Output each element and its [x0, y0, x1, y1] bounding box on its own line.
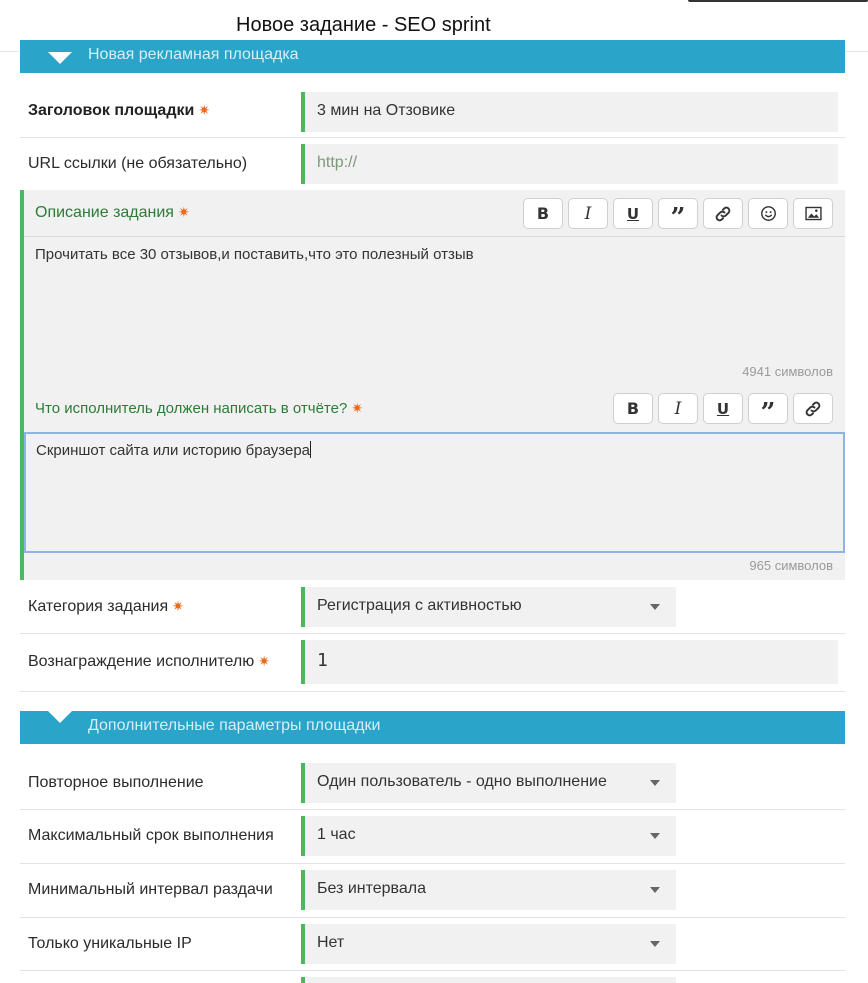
max-time-label: Максимальный срок выполнения — [28, 827, 274, 844]
dropdown-arrow-icon — [650, 780, 660, 786]
max-time-value: 1 час — [317, 826, 356, 843]
repeat-value: Один пользователь - одно выполнение — [317, 773, 607, 790]
next-select-partial[interactable] — [301, 977, 676, 983]
reward-row — [20, 634, 845, 692]
collapse-chevron-icon — [20, 711, 90, 744]
repeat-row — [20, 756, 845, 810]
dropdown-arrow-icon — [650, 604, 660, 610]
max-time-select[interactable] — [301, 816, 676, 856]
site-title-input[interactable]: 3 мин на Отзовике — [301, 92, 838, 132]
max-time-row — [20, 810, 845, 864]
italic-icon: I — [584, 203, 592, 224]
reward-label: Вознаграждение исполнителю ✷ — [28, 653, 270, 670]
collapse-chevron-icon — [20, 40, 90, 73]
report-char-counter: 965 символов — [749, 558, 833, 573]
quote-button[interactable] — [658, 198, 698, 233]
link-icon — [714, 205, 732, 223]
site-title-label: Заголовок площадки ✷ — [28, 102, 211, 119]
site-title-row — [20, 86, 845, 138]
underline-icon: U — [716, 399, 730, 418]
description-toolbar — [523, 198, 833, 233]
link-icon — [804, 400, 822, 418]
underline-button[interactable] — [613, 198, 653, 229]
bold-button[interactable] — [613, 393, 653, 424]
required-star-icon: ✷ — [198, 102, 211, 118]
repeat-label: Повторное выполнение — [28, 774, 204, 791]
description-char-counter: 4941 символов — [742, 364, 833, 379]
italic-button[interactable] — [568, 198, 608, 229]
underline-icon: U — [626, 204, 640, 223]
bold-icon: B — [626, 399, 640, 418]
quote-icon: ” — [670, 202, 686, 233]
description-block — [20, 190, 845, 580]
link-button[interactable] — [703, 198, 743, 229]
quote-button[interactable] — [748, 393, 788, 428]
image-icon — [805, 206, 822, 221]
italic-icon: I — [674, 398, 682, 419]
smiley-icon — [760, 205, 777, 222]
category-row — [20, 580, 845, 634]
report-toolbar — [613, 393, 833, 428]
report-text: Скриншот сайта или историю браузера — [36, 442, 310, 459]
link-button[interactable] — [793, 393, 833, 424]
required-star-icon: ✷ — [177, 204, 190, 220]
category-label: Категория задания ✷ — [28, 598, 184, 615]
description-textarea[interactable]: Прочитать все 30 отзывов,и поставить,что это полезный отзыв — [24, 236, 845, 376]
interval-label: Минимальный интервал раздачи — [28, 881, 273, 898]
italic-button[interactable] — [658, 393, 698, 424]
url-label: URL ссылки (не обязательно) — [28, 155, 248, 172]
url-row — [20, 138, 845, 190]
unique-ip-label: Только уникальные IP — [28, 935, 192, 952]
section-header-extra-params[interactable] — [20, 711, 845, 744]
required-star-icon: ✷ — [351, 400, 364, 416]
report-label: Что исполнитель должен написать в отчёте? ✷ — [35, 400, 364, 417]
unique-ip-value: Нет — [317, 934, 345, 951]
unique-ip-row — [20, 918, 845, 971]
repeat-select[interactable] — [301, 763, 676, 803]
underline-button[interactable] — [703, 393, 743, 424]
interval-row — [20, 864, 845, 918]
section-header-new-site[interactable] — [20, 40, 845, 73]
category-value: Регистрация с активностью — [317, 597, 522, 614]
dropdown-arrow-icon — [650, 833, 660, 839]
unique-ip-select[interactable] — [301, 924, 676, 964]
title-bar-decoration — [688, 0, 868, 2]
window-title: Новое задание - SEO sprint — [236, 14, 491, 36]
bold-button[interactable] — [523, 198, 563, 229]
required-star-icon: ✷ — [258, 653, 270, 669]
emoji-button[interactable] — [748, 198, 788, 229]
interval-select[interactable] — [301, 870, 676, 910]
report-textarea[interactable] — [24, 432, 845, 553]
section-header-label: Дополнительные параметры площадки — [88, 717, 381, 734]
image-button[interactable] — [793, 198, 833, 229]
description-label: Описание задания ✷ — [35, 204, 190, 221]
required-star-icon: ✷ — [172, 598, 184, 614]
bold-icon: B — [536, 204, 550, 223]
text-cursor — [310, 441, 311, 458]
dropdown-arrow-icon — [650, 941, 660, 947]
interval-value: Без интервала — [317, 880, 426, 897]
reward-input[interactable]: 1 — [301, 640, 838, 684]
url-input[interactable]: http:// — [301, 144, 838, 184]
section-header-label: Новая рекламная площадка — [88, 46, 299, 63]
dropdown-arrow-icon — [650, 887, 660, 893]
category-select[interactable] — [301, 587, 676, 627]
quote-icon: ” — [760, 397, 776, 428]
